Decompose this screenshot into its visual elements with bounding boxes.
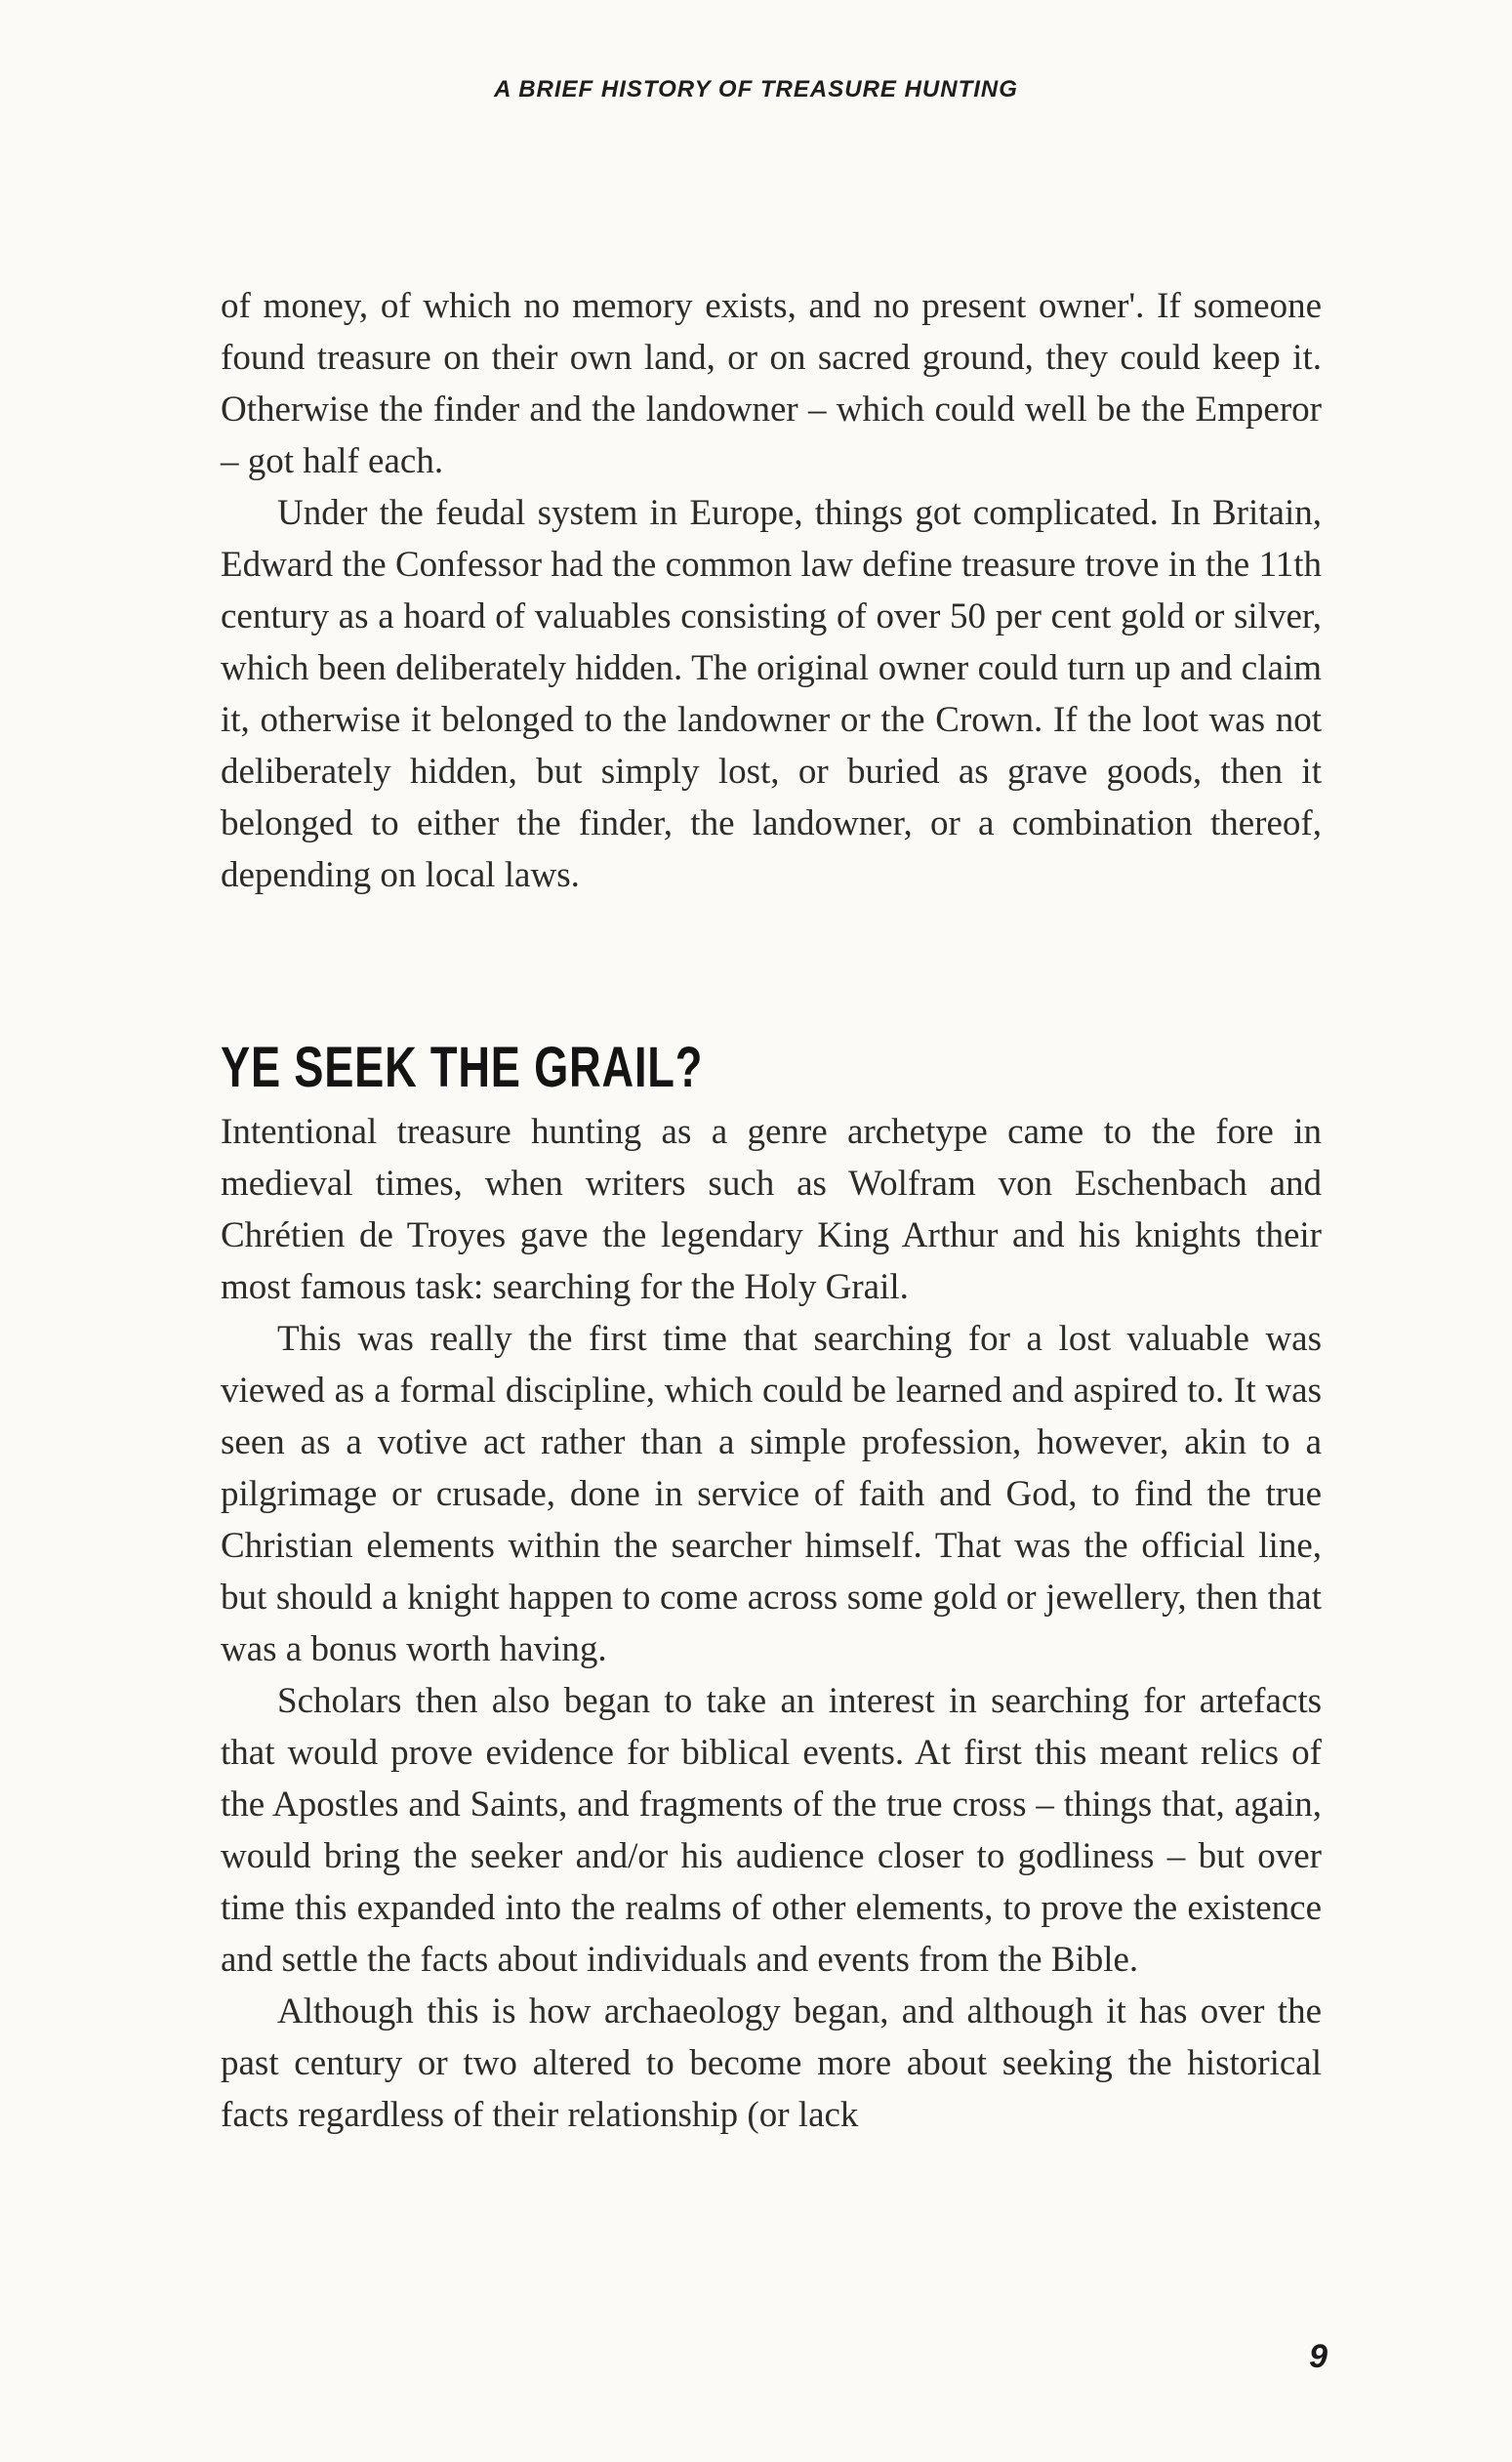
- paragraph-continued: of money, of which no memory exists, and no present owner'. If someone found treasure on their own land, or on sacred ground, they could keep it. Otherwise the finder and the landowner – which could well be the Emperor – got half each.: [221, 286, 1322, 481]
- paragraph-intentional-treasure: Intentional treasure hunting as a genre archetype came to the fore in medieval times, when writers such as Wolfram von Eschenbach and Chrétien de Troyes gave the legendary King Arthur and his knights their most famous task: searching for the Holy Grail.: [221, 1112, 1322, 1307]
- section-heading: YE SEEK THE GRAIL?: [221, 1036, 704, 1099]
- paragraph-scholars: Scholars then also began to take an interest in searching for artefacts that would prove evidence for biblical events. At first this meant relics of the Apostles and Saints, and fragments of the true cross – things that, again, would bring the seeker and/or his audience closer to godliness – but over time this expanded into the realms of other elements, to prove the existence and settle the facts about individuals and events from the Bible.: [221, 1681, 1322, 1980]
- paragraph-formal-discipline: This was really the first time that searching for a lost valuable was viewed as a formal discipline, which could be learned and aspired to. It was seen as a votive act rather than a simple profession, however, akin to a pilgrimage or crusade, done in service of faith and God, to find the true Christian elements within the searcher himself. That was the official line, but should a knight happen to come across some gold or jewellery, then that was a bonus worth having.: [221, 1319, 1322, 1669]
- page-number: 9: [1309, 2338, 1328, 2375]
- running-head: A BRIEF HISTORY OF TREASURE HUNTING: [494, 76, 1018, 103]
- paragraph-feudal-system: Under the feudal system in Europe, things got complicated. In Britain, Edward the Confessor had the common law define treasure trove in the 11th century as a hoard of valuables consisting of over 50 per cent gold or silver, which been deliberately hidden. The original owner could turn up and claim it, otherwise it belonged to the landowner or the Crown. If the loot was not deliberately hidden, but simply lost, or buried as grave goods, then it belonged to either the finder, the landowner, or a combination thereof, depending on local laws.: [221, 493, 1322, 895]
- paragraph-archaeology: Although this is how archaeology began, and although it has over the past century or two altered to become more about seeking the historical facts regardless of their relationship (or lack: [221, 1991, 1322, 2135]
- section-1-text: [221, 280, 1322, 901]
- section-2-text: [221, 1106, 1322, 2141]
